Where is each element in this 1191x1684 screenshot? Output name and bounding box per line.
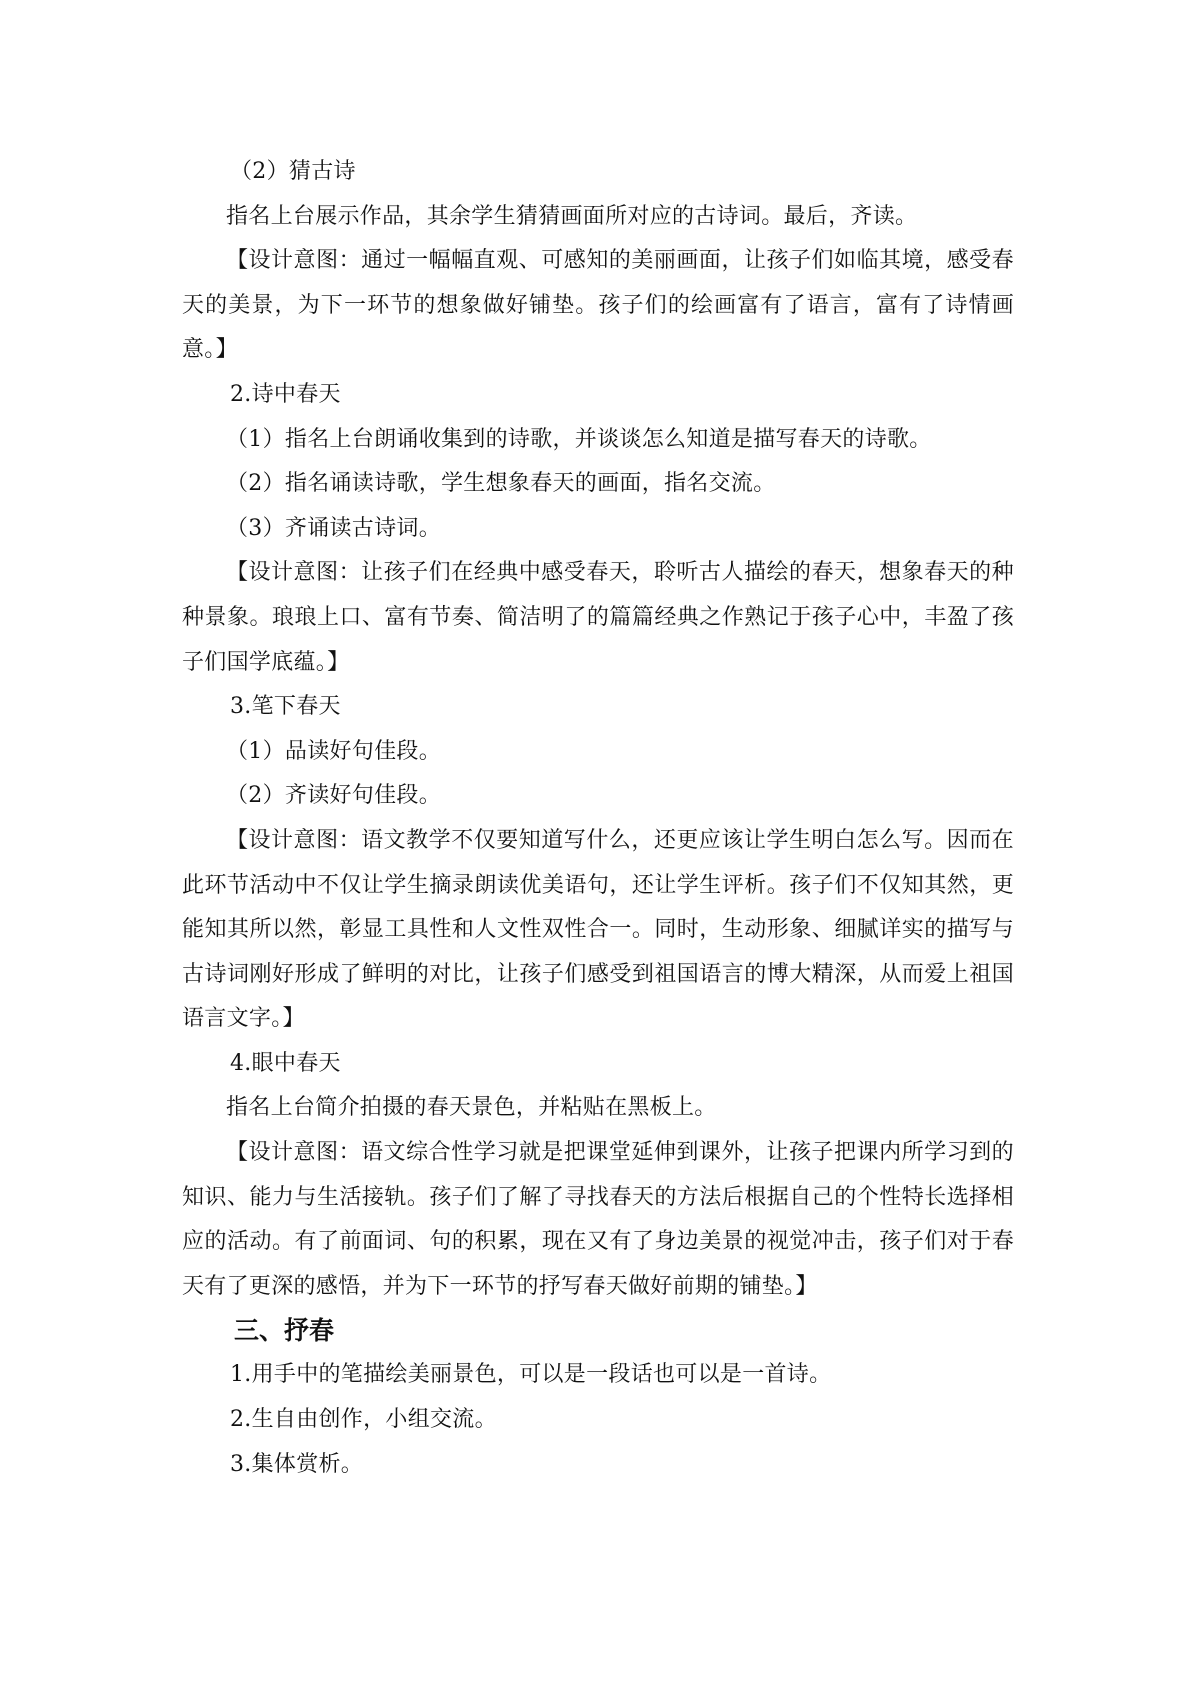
list-item-appreciate-all: 3.集体赏析。 xyxy=(230,1451,364,1477)
document-page xyxy=(182,150,1014,1487)
design-intent-1: 【设计意图：通过一幅幅直观、可感知的美丽画面，让孩子们如临其境，感受春天的美景，为下一环节的想象做好铺垫。孩子们的绘画富有了语言，富有了诗情画意。】 xyxy=(182,248,1014,363)
list-item-recite: （1）指名上台朗诵收集到的诗歌，并谈谈怎么知道是描写春天的诗歌。 xyxy=(226,426,932,452)
design-intent-3: 【设计意图：语文教学不仅要知道写什么，还更应该让学生明白怎么写。因而在此环节活动中不仅让学生摘录朗读优美语句，还让学生评析。孩子们不仅知其然，更能知其所以然，彰显工具性和人文性双性合一。同时，生动形象、细腻详实的描写与古诗词刚好形成了鲜明的对比，让孩子们感受到祖国语言的博大精深，从而爱上祖国语言文字。】 xyxy=(182,827,1014,1032)
list-item-read-together: （2）齐读好句佳段。 xyxy=(226,783,441,809)
design-intent-4: 【设计意图：语文综合性学习就是把课堂延伸到课外，让孩子把课内所学习到的知识、能力与生活接轨。孩子们了解了寻找春天的方法后根据自己的个性特长选择相应的活动。有了前面词、句的积累，现在又有了身边美景的视觉冲击，孩子们对于春天有了更深的感悟，并为下一环节的抒写春天做好前期的铺垫。】 xyxy=(182,1140,1014,1299)
subsection-guess-poem: （2）猜古诗 xyxy=(230,159,356,184)
paragraph-show-works: 指名上台展示作品，其余学生猜猜画面所对应的古诗词。最后，齐读。 xyxy=(226,203,918,229)
section-pen-spring: 3.笔下春天 xyxy=(230,694,341,720)
section-poem-spring: 2.诗中春天 xyxy=(230,381,341,407)
design-intent-2: 【设计意图：让孩子们在经典中感受春天，聆听古人描绘的春天，想象春天的种种景象。琅琅上口、富有节奏、简洁明了的篇篇经典之作熟记于孩子心中，丰盈了孩子们国学底蕴。】 xyxy=(182,560,1014,675)
paragraph-photos: 指名上台简介拍摄的春天景色，并粘贴在黑板上。 xyxy=(226,1095,717,1121)
list-item-group-read: （3）齐诵读古诗词。 xyxy=(226,515,441,541)
list-item-read-imagine: （2）指名诵读诗歌，学生想象春天的画面，指名交流。 xyxy=(226,471,776,497)
section-heading: 三、抒春 xyxy=(234,1316,335,1346)
list-item-create: 2.生自由创作，小组交流。 xyxy=(230,1407,497,1433)
list-item-describe: 1.用手中的笔描绘美丽景色，可以是一段话也可以是一首诗。 xyxy=(230,1362,832,1388)
section-eye-spring: 4.眼中春天 xyxy=(230,1050,341,1076)
list-item-appreciate: （1）品读好句佳段。 xyxy=(226,738,441,764)
